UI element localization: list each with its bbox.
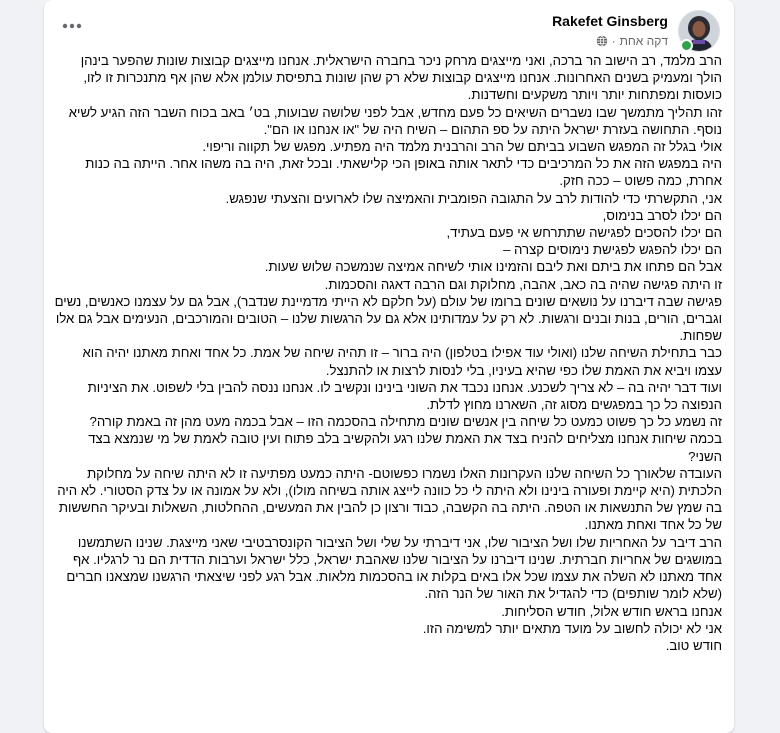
post-paragraph: הרב דיבר על האחריות שלו ושל הציבור שלו, אני דיברתי על שלי ושל הציבור הקונסרבטיבי שאני מייצגת. שנינו השתמשנו במושגים של אחריות חברתית. שנינו דיברנו על הציבור שלנו שאהבת ישראל, כלל ישראל וערבות הדדית הם נר לרגליו. אף אחד מאתנו לא השלה את עצמו שכל אלו באים בקלות או בהסכמות מלאות. אבל רגע לפני שיצאתי הרגשנו שמצאנו חברים (שלא לומר שותפים) כדי להגדיל את האור של הנר הזה. bbox=[66, 534, 722, 602]
online-status-dot bbox=[680, 39, 693, 52]
post-paragraph: הם יכלו להפגש לפגישת נימוסים קצרה – bbox=[503, 242, 722, 258]
post-paragraph: הם יכלו לסרב בנימוס, bbox=[602, 207, 722, 223]
post-text bbox=[54, 52, 722, 654]
more-options-icon bbox=[62, 23, 82, 29]
post-paragraph: אולי בגלל זה המפגש השבוע בביתם של הרב והרבנית מלמד היה מפתיע. מפגש של תקווה וריפוי. bbox=[202, 139, 722, 155]
post-header bbox=[44, 0, 734, 60]
post-paragraph: כבר בתחילת השיחה שלנו (ואולי עוד אפילו בטלפון) היה ברור – זו תהיה שיחה של אמת. כל אחד ואחת מאתנו יהיה הוא עצמו ויביא את האמת שלו כפי שהיא בעיניו, בלי לנסות לרצות או להתנצל. bbox=[82, 345, 722, 378]
post-paragraph: אני לא יכולה לחשוב על מועד מתאים יותר למשימה הזו. bbox=[422, 620, 722, 636]
post-paragraph: זו היתה פגישה שהיה בה כאב, אהבה, מחלוקת וגם הרבה דאגה והסכמות. bbox=[324, 276, 722, 292]
post-paragraph: זהו תהליך מתמשך שבו נשברים השיאים כל פעם מחדש, אבל לפני שלושה שבועות, בט׳ באב בכוח השבר הזה הגיע לשיא נוסף. התחושה בעזרת ישראל היתה על ספ התהום – השיח היה של "או אנחנו או הם". bbox=[68, 104, 722, 137]
post-paragraph: אבל הם פתחו את ביתם ואת ליבם והזמינו אותי לשיחה אמיצה שנמשכה שלוש שעות. bbox=[264, 259, 722, 275]
post-paragraph: היה במפגש הזה את כל המרכיבים כדי לתאר אותה באופן הכי קלישאתי. ובכל זאת, היה בה משהו אחר. הייתה בה כנות אחרת, כמה פשוט – ככה חזק. bbox=[85, 156, 722, 189]
post-paragraph: זה נשמע כל כך פשוט כמעט כל שיחה בין אנשים שונים מתחילה בהסכמה הזו – אבל בכמה מעט מהן זה באמת קורה? בכמה שיחות אנחנו מצליחים להניח בצד את האמת שלנו רגע ולהקשיב בלב פתוח ועין טובה לאמת של מי שנמצא בצד השני? bbox=[88, 414, 722, 464]
post-paragraph: פגישה שבה דיברנו על נושאים שונים ברומו של עולם (על חלקם לא הייתי מדמיינת שנדבר), אבל גם על עצמנו כאנשים, נשים וגברים, הורים, בנות ובנים ורגשות. לא רק על עמדותינו אלא גם על הרגשות שלנו – הטובים והמורכבים, הנעימים אבל גם אלו שפחות. bbox=[54, 293, 722, 344]
post-meta: דקה אחת · bbox=[596, 34, 668, 48]
post-paragraph: ועוד דבר יהיה בה – לא צריך לשכנע. אנחנו נכבד את השוני בינינו ונקשיב לו. אנחנו ננסה להבין בלי לשפוט. את הציניות הנפוצה כל כך במפגשים מסוג זה, השארנו מחוץ לדלת. bbox=[87, 379, 722, 413]
more-options-button[interactable] bbox=[58, 12, 86, 40]
author-avatar[interactable] bbox=[678, 10, 720, 52]
post-time[interactable]: דקה אחת bbox=[619, 34, 668, 48]
post-paragraph: חודש טוב. bbox=[665, 637, 722, 653]
author-name[interactable]: Rakefet Ginsberg bbox=[552, 13, 668, 29]
post-paragraph: אנחנו בראש חודש אלול, חודש הסליחות. bbox=[501, 603, 722, 619]
post-paragraph: העובדה שלאורך כל השיחה שלנו העקרונות האלו נשמרו כפשוטם- היתה כמעט מפתיעה זו לא היתה שיחה על מחלוקת הלכתית (היא קיימת ופעורה בינינו ולא היתה לי כל כוונה לייצג אותה בשיחה מולו), ולא על אמונה או על צדק הסטורי. לא היה בה שמץ של התנשאות או הטפה. היתה בה הקשבה, כבוד ורצון כן להבין את המעשים, ההחלטות, השאלות ובעיקר החששות של כל אחד ואחת מאתנו. bbox=[57, 465, 722, 533]
post-card bbox=[44, 0, 734, 733]
post-paragraph: הרב מלמד, רב הישוב הר ברכה, ואני מייצגים מרחק ניכר בחברה הישראלית. אנחנו מייצגים קבוצות שונות שהפער בינהן הולך ומעמיק בשנים האחרונות. אנחנו מייצגים קבוצות שלא רק שהן שונות בתפיסת עולמן אלא שהן אף מתנכרות זו לזו, כועסות ומפתחות יותר ויותר משקעים וחשדנות. bbox=[80, 53, 722, 103]
post-paragraph: הם יכלו להסכים לפגישה שתתרחש אי פעם בעתיד, bbox=[446, 225, 722, 241]
post-paragraph: אני, התקשרתי כדי להודות לרב על התגובה הפומבית והאמיצה שלו לארועים והצעתי שנפגש. bbox=[225, 190, 722, 206]
globe-icon[interactable] bbox=[596, 35, 608, 47]
